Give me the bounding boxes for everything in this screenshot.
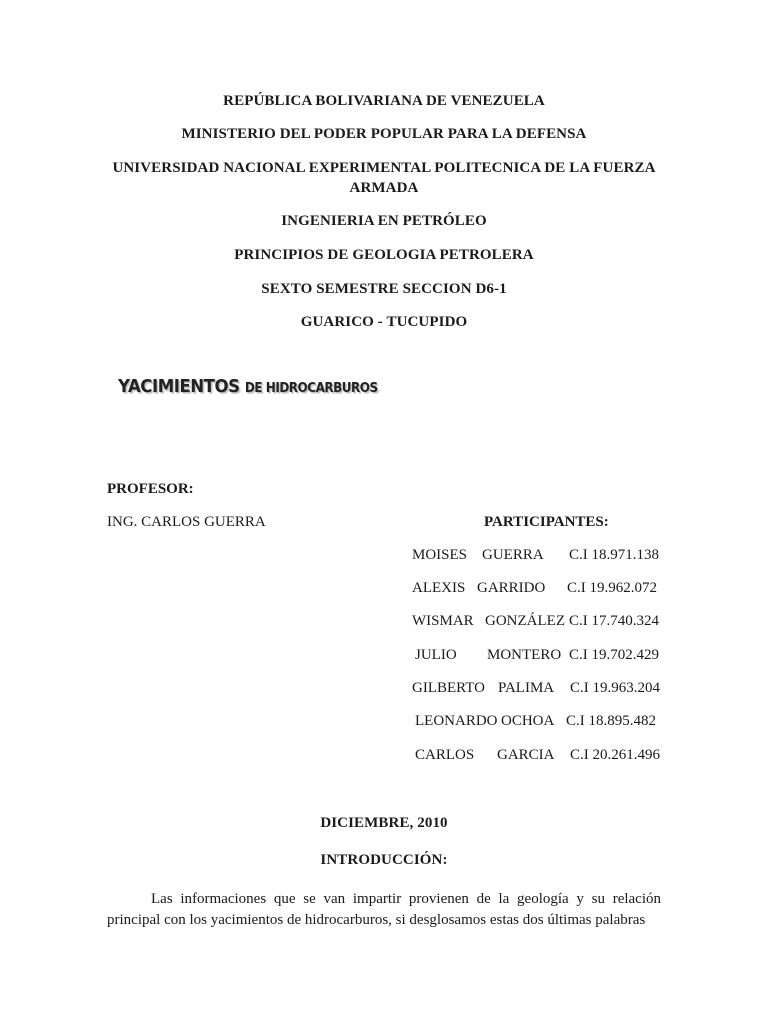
participant-ci: C.I 18.895.482 — [566, 713, 656, 729]
intro-heading: INTRODUCCIÓN: — [320, 852, 448, 868]
header-university-line2: ARMADA — [349, 180, 419, 196]
participant-ci: C.I 20.261.496 — [570, 747, 660, 763]
header-section: SEXTO SEMESTRE SECCION D6-1 — [261, 281, 507, 297]
header-location: GUARICO - TUCUPIDO — [300, 314, 468, 330]
participant-ci: C.I 19.963.204 — [570, 680, 660, 696]
participant-last: OCHOA — [501, 713, 555, 729]
participant-ci: C.I 19.962.072 — [567, 580, 657, 596]
participant-ci: C.I 19.702.429 — [569, 647, 659, 663]
participantes-label: PARTICIPANTES: — [484, 514, 609, 530]
title-part2: DE HIDROCARBUROS — [244, 381, 378, 396]
profesor-label: PROFESOR: — [107, 481, 194, 497]
header-course: PRINCIPIOS DE GEOLOGIA PETROLERA — [234, 247, 534, 263]
participant-ci: C.I 17.740.324 — [569, 613, 659, 629]
header-country: REPÚBLICA BOLIVARIANA DE VENEZUELA — [223, 93, 545, 109]
participant-first: WISMAR — [412, 613, 474, 629]
document-date: DICIEMBRE, 2010 — [320, 815, 448, 831]
participant-last: GARRIDO — [477, 580, 546, 596]
participant-first: GILBERTO — [412, 680, 485, 696]
header-university — [100, 158, 668, 198]
participant-last: GONZÁLEZ — [485, 613, 565, 629]
participant-first: MOISES — [412, 547, 468, 563]
participant-first: JULIO — [415, 647, 457, 663]
header-university-line1: UNIVERSIDAD NACIONAL EXPERIMENTAL POLITECNICA DE LA FUERZA — [112, 160, 656, 176]
profesor-name: ING. CARLOS GUERRA — [107, 514, 266, 530]
participant-last: GARCIA — [497, 747, 555, 763]
participant-first: LEONARDO — [415, 713, 498, 729]
intro-paragraph: Las informaciones que se van impartir provienen de la geología y su relación principal con los yacimientos de hidrocarburos, si desglosamos estas dos últimas palabras — [107, 891, 661, 928]
participant-last: GUERRA — [482, 547, 544, 563]
header-career: INGENIERIA EN PETRÓLEO — [281, 213, 487, 229]
participant-last: PALIMA — [498, 680, 555, 696]
participant-first: ALEXIS — [412, 580, 466, 596]
participant-ci: C.I 18.971.138 — [569, 547, 659, 563]
title-part1: YACIMIENTOS — [118, 376, 240, 397]
wordart-title — [118, 376, 378, 397]
participant-first: CARLOS — [415, 747, 475, 763]
participant-last: MONTERO — [487, 647, 562, 663]
header-ministry: MINISTERIO DEL PODER POPULAR PARA LA DEFENSA — [181, 126, 587, 142]
